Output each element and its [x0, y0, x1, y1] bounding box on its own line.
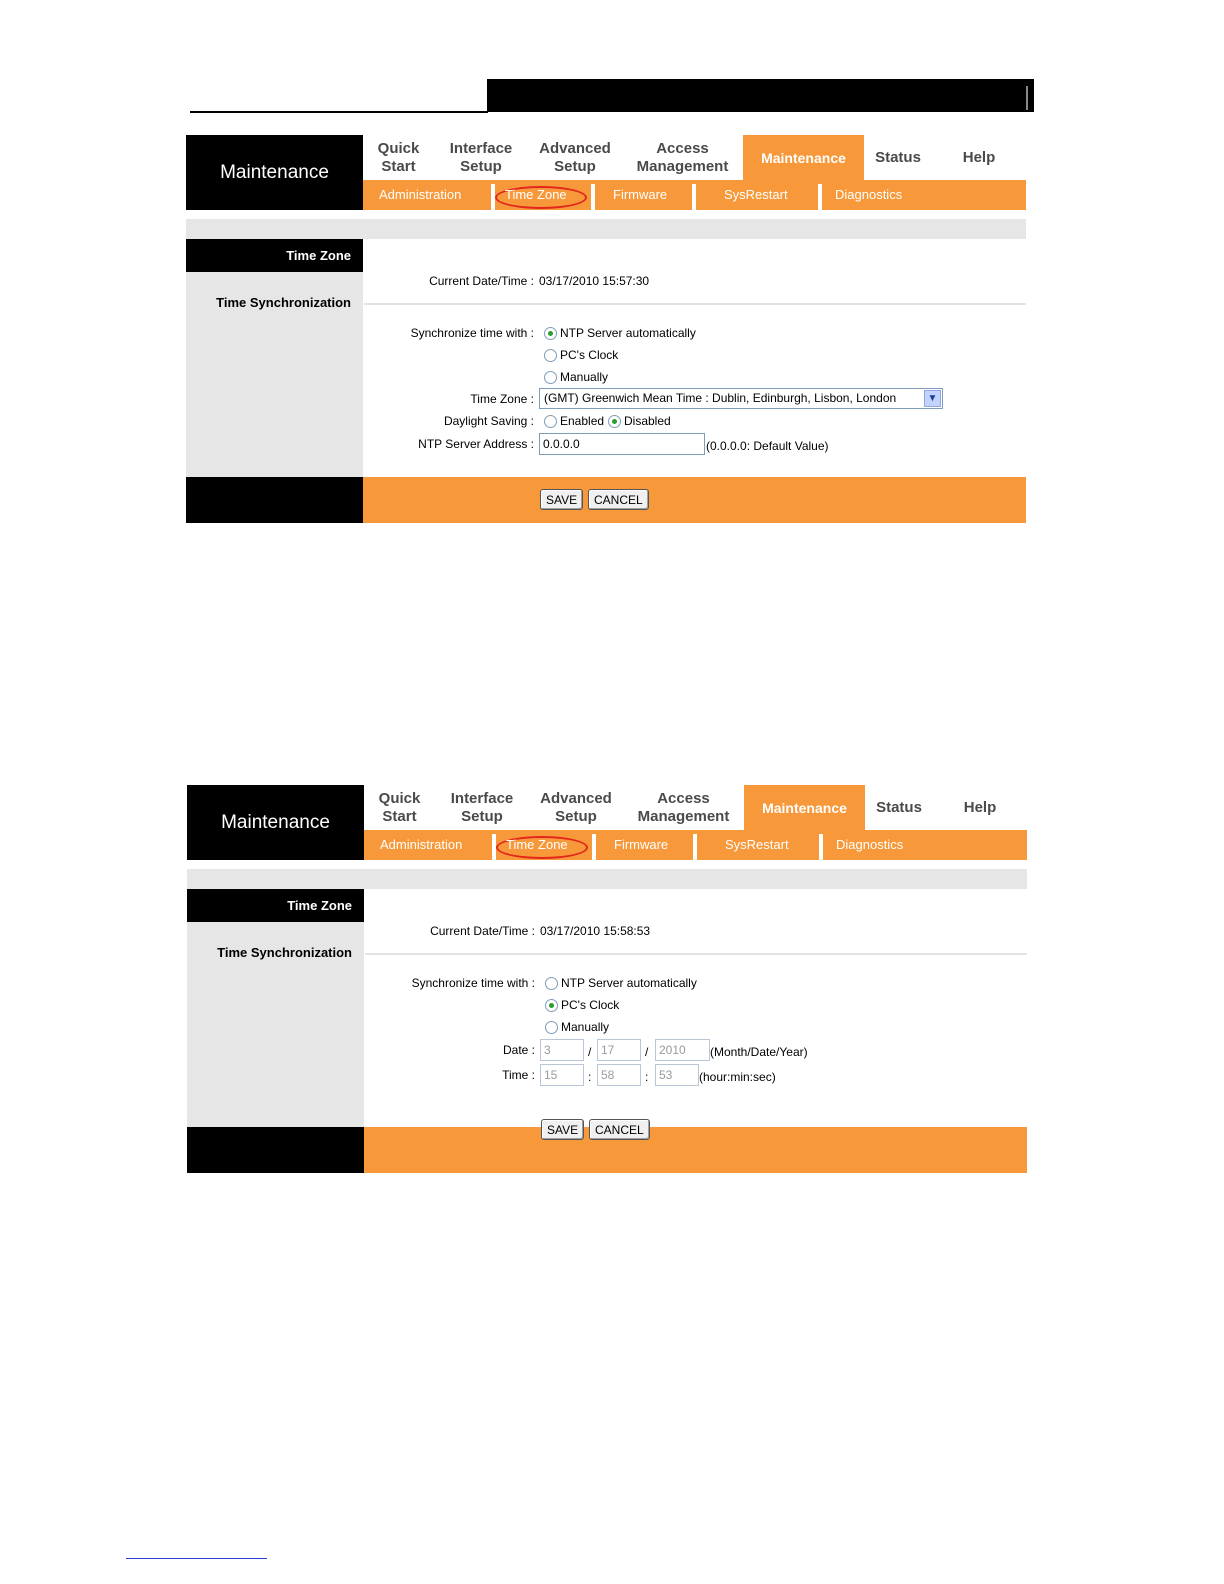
menu-access-management[interactable] [623, 785, 744, 830]
current-datetime-label: Current Date/Time : [429, 274, 534, 288]
section-subtitle: Time Synchronization [217, 945, 352, 960]
time-sec-input[interactable] [655, 1064, 699, 1086]
time-zone-screen-ntp [186, 135, 1026, 523]
current-datetime-label: Current Date/Time : [430, 924, 535, 938]
radio-pc-clock[interactable] [545, 998, 619, 1012]
time-hour-input[interactable] [540, 1064, 584, 1086]
radio-label: NTP Server automatically [561, 976, 697, 990]
radio-daylight-enabled[interactable] [544, 414, 604, 428]
date-month-input[interactable] [540, 1039, 584, 1061]
menu-label: Setup [460, 157, 502, 175]
section-subtitle: Time Synchronization [216, 295, 351, 310]
time-separator: : [645, 1070, 649, 1084]
section-title: Time Zone [186, 239, 363, 272]
sync-with-label: Synchronize time with : [410, 326, 534, 340]
header-bar-mark [1026, 86, 1028, 110]
cancel-button[interactable]: CANCEL [588, 489, 649, 510]
sync-with-label: Synchronize time with : [411, 976, 535, 990]
menu-maintenance[interactable]: Maintenance [743, 135, 864, 180]
menu-label: Quick [377, 139, 420, 157]
header-rule [190, 111, 488, 113]
menu-maintenance[interactable]: Maintenance [744, 785, 865, 830]
document-header-bar [487, 79, 1034, 112]
radio-label: Disabled [624, 414, 671, 428]
save-button[interactable]: SAVE [540, 489, 583, 510]
menu-quick-start[interactable] [363, 135, 434, 180]
date-year-input[interactable] [655, 1039, 710, 1061]
submenu-administration[interactable]: Administration [380, 837, 463, 852]
radio-label: PC's Clock [560, 348, 619, 362]
save-button[interactable]: SAVE [541, 1119, 584, 1140]
submenu-separator [591, 184, 595, 210]
menu-label: Advanced [540, 789, 612, 807]
footer-bar [363, 477, 1026, 523]
footer-left [187, 1127, 364, 1173]
section-title: Time Zone [187, 889, 364, 922]
menu-label: Interface [450, 789, 514, 807]
time-zone-select[interactable] [539, 388, 943, 409]
menu-label: Setup [461, 807, 503, 825]
menu-status[interactable]: Status [876, 798, 922, 816]
time-format-hint: (hour:min:sec) [699, 1070, 776, 1084]
menu-label: Management [636, 157, 729, 175]
submenu-separator [592, 834, 596, 860]
radio-selected-icon [608, 415, 621, 428]
submenu-separator [692, 184, 696, 210]
menu-label: Access [656, 139, 709, 157]
radio-manually[interactable] [545, 1020, 609, 1034]
submenu-diagnostics[interactable]: Diagnostics [836, 837, 904, 852]
left-column [187, 889, 364, 1127]
left-column [186, 239, 363, 477]
brand-title: Maintenance [186, 135, 363, 210]
submenu-firmware[interactable]: Firmware [613, 187, 668, 202]
main-menu [364, 785, 1027, 830]
submenu-time-zone[interactable]: Time Zone [505, 187, 567, 202]
menu-label: Management [637, 807, 730, 825]
radio-label: Manually [560, 370, 609, 384]
submenu-sysrestart[interactable]: SysRestart [725, 837, 789, 852]
submenu-firmware[interactable]: Firmware [614, 837, 669, 852]
time-zone-label: Time Zone : [470, 392, 534, 406]
spacer-bar [186, 219, 1026, 239]
date-day-input[interactable] [597, 1039, 641, 1061]
menu-advanced-setup[interactable] [528, 135, 622, 180]
ntp-server-address-input[interactable] [539, 433, 705, 455]
radio-unselected-icon [545, 1021, 558, 1034]
time-separator: : [588, 1070, 592, 1084]
footer-bar [364, 1127, 1027, 1173]
divider [364, 303, 1026, 305]
time-zone-screen-pc-clock [187, 785, 1027, 1173]
radio-unselected-icon [544, 349, 557, 362]
menu-label: Setup [554, 157, 596, 175]
menu-label: Advanced [539, 139, 611, 157]
menu-label: Start [382, 807, 417, 825]
menu-help[interactable]: Help [962, 148, 996, 166]
footer-left [186, 477, 363, 523]
menu-help[interactable]: Help [963, 798, 997, 816]
brand-title: Maintenance [187, 785, 364, 860]
sub-menu [364, 830, 1027, 860]
submenu-separator [818, 184, 822, 210]
time-zone-selected-value: (GMT) Greenwich Mean Time : Dublin, Edinburgh, Lisbon, London [544, 391, 897, 405]
radio-label: Enabled [560, 414, 605, 428]
radio-selected-icon [544, 327, 557, 340]
submenu-diagnostics[interactable]: Diagnostics [835, 187, 903, 202]
current-datetime-value: 03/17/2010 15:58:53 [540, 924, 651, 938]
radio-unselected-icon [544, 371, 557, 384]
menu-label: Quick [378, 789, 421, 807]
radio-unselected-icon [545, 977, 558, 990]
menu-interface-setup[interactable] [434, 135, 528, 180]
chevron-down-icon: ▼ [924, 390, 941, 407]
time-min-input[interactable] [597, 1064, 641, 1086]
submenu-administration[interactable]: Administration [379, 187, 462, 202]
radio-ntp-server[interactable] [545, 976, 697, 990]
date-format-hint: (Month/Date/Year) [710, 1045, 808, 1059]
date-separator: / [645, 1045, 649, 1059]
submenu-separator [693, 834, 697, 860]
spacer-bar [187, 869, 1027, 889]
radio-label: Manually [561, 1020, 610, 1034]
footer-link-underline [126, 1558, 267, 1559]
cancel-button[interactable]: CANCEL [589, 1119, 650, 1140]
main-menu [363, 135, 1026, 180]
radio-ntp-server[interactable] [544, 326, 696, 340]
sub-menu [363, 180, 1026, 210]
radio-manually[interactable] [544, 370, 608, 384]
radio-unselected-icon [544, 415, 557, 428]
date-label: Date : [502, 1043, 535, 1057]
menu-access-management[interactable] [622, 135, 743, 180]
submenu-time-zone[interactable]: Time Zone [506, 837, 568, 852]
date-separator: / [588, 1045, 592, 1059]
menu-advanced-setup[interactable] [529, 785, 623, 830]
time-label: Time : [502, 1068, 535, 1082]
radio-label: NTP Server automatically [560, 326, 696, 340]
radio-label: PC's Clock [561, 998, 620, 1012]
submenu-sysrestart[interactable]: SysRestart [724, 187, 788, 202]
submenu-separator [819, 834, 823, 860]
menu-label: Interface [449, 139, 513, 157]
menu-interface-setup[interactable] [435, 785, 529, 830]
menu-label: Start [381, 157, 416, 175]
current-datetime-value: 03/17/2010 15:57:30 [539, 274, 650, 288]
ntp-server-address-label: NTP Server Address : [418, 437, 534, 451]
menu-quick-start[interactable] [364, 785, 435, 830]
menu-label: Access [657, 789, 710, 807]
radio-daylight-disabled[interactable] [608, 414, 671, 428]
divider [365, 953, 1027, 955]
ntp-default-hint: (0.0.0.0: Default Value) [706, 439, 829, 453]
radio-selected-icon [545, 999, 558, 1012]
menu-status[interactable]: Status [875, 148, 921, 166]
menu-label: Setup [555, 807, 597, 825]
radio-pc-clock[interactable] [544, 348, 618, 362]
daylight-saving-label: Daylight Saving : [443, 414, 534, 428]
